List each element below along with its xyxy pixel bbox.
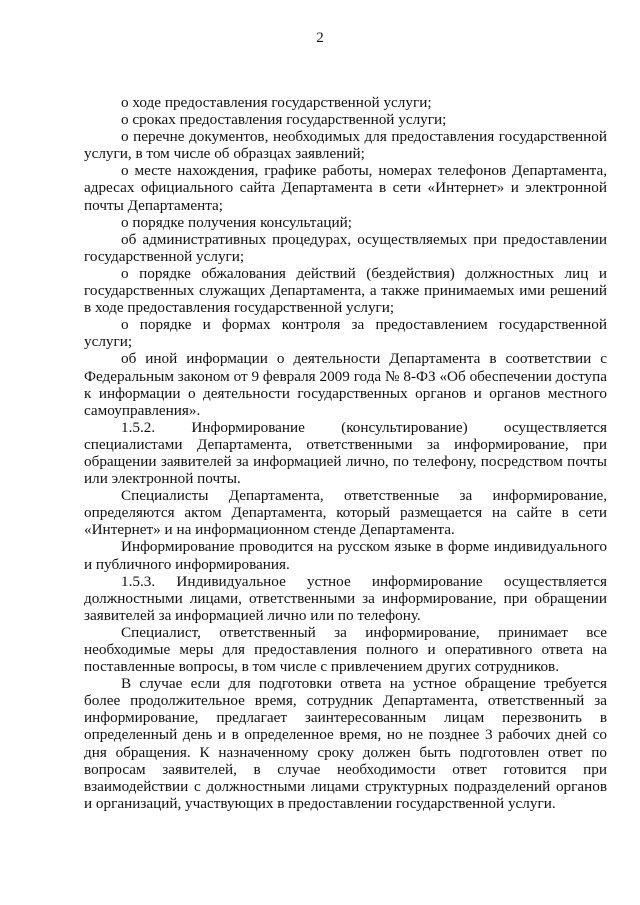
paragraph: В случае если для подготовки ответа на устное обращение требуется более продолжительное время, сотрудник Департамента, ответственный за информирование, предлагает заинтересованным лицам перезвонить в определенный день и в определенное время, но не позднее 3 рабочих дней со дня обращения. К назначенному сроку должен быть подготовлен ответ по вопросам заявителей, в случае необходимости ответ готовится при взаимодействии с должностными лицами структурных подразделений органов и организаций, участвующих в предоставлении государственной услуги. bbox=[84, 675, 607, 812]
page-number: 2 bbox=[316, 30, 324, 46]
paragraph: 1.5.2. Информирование (консультирование) осуществляется специалистами Департамента, ответственными за информирование, при обращении заявителей за информацией лично, по телефону, посредством почты или электронной почты. bbox=[84, 418, 607, 488]
paragraph: Специалист, ответственный за информирование, принимает все необходимые меры для предоставления полного и оперативного ответа на поставленные вопросы, в том числе с привлечением других сотрудников. bbox=[84, 623, 607, 676]
paragraph: 1.5.3. Индивидуальное устное информирование осуществляется должностными лицами, ответственными за информирование, при обращении заявителей за информацией лично или по телефону. bbox=[84, 572, 607, 624]
document-body bbox=[84, 94, 607, 812]
paragraph: о ходе предоставления государственной услуги; bbox=[121, 94, 432, 111]
paragraph: о перечне документов, необходимых для предоставления государственной услуги, в том числе об образцах заявлений; bbox=[84, 128, 607, 163]
paragraph: о порядке обжалования действий (бездействия) должностных лиц и государственных служащих Департамента, а также принимаемых ими решений в ходе предоставления государственной услуги; bbox=[84, 264, 607, 317]
paragraph: Информирование проводится на русском языке в форме индивидуального и публичного информирования. bbox=[84, 538, 607, 573]
paragraph: о порядке получения консультаций; bbox=[121, 213, 352, 231]
paragraph: Специалисты Департамента, ответственные за информирование, определяются актом Департамента, который размещается на сайте в сети «Интернет» и на информационном стенде Департамента. bbox=[84, 487, 607, 539]
paragraph: об иной информации о деятельности Департамента в соответствии с Федеральным законом от 9 февраля 2009 года № 8-ФЗ «Об обеспечении доступа к информации о деятельности государственных органов и органов местного самоуправления». bbox=[84, 350, 607, 419]
paragraph: о месте нахождения, графике работы, номерах телефонов Департамента, адресах официального сайта Департамента в сети «Интернет» и электронной почты Департамента; bbox=[84, 162, 607, 214]
paragraph: о порядке и формах контроля за предоставлением государственной услуги; bbox=[84, 316, 607, 351]
paragraph: об административных процедурах, осуществляемых при предоставлении государственной услуги; bbox=[84, 230, 607, 265]
paragraph: о сроках предоставления государственной услуги; bbox=[121, 111, 447, 129]
